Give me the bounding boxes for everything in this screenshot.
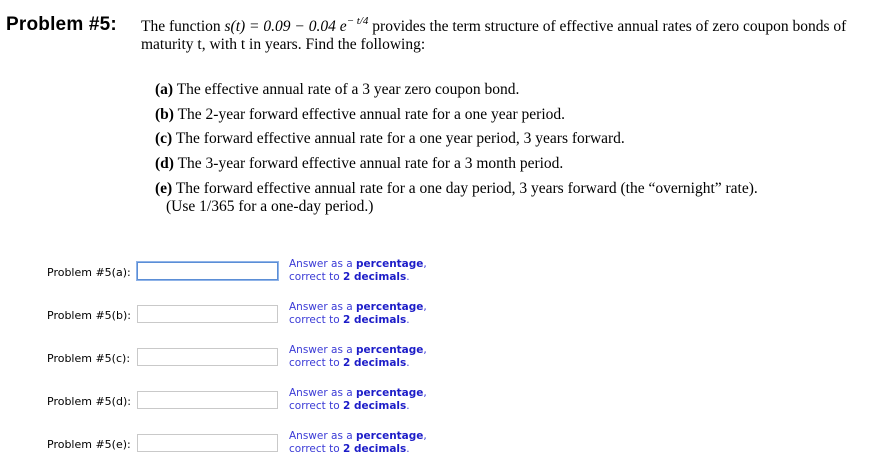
part-e: (e) The forward effective annual rate for a one day period, 3 years forward (the “overnight” rate). (Use 1/365 for a one-day period.): [155, 180, 758, 215]
intro-post: provides the term structure of effective annual rates of zero coupon bonds of maturity t, with t in years. Find the following:: [141, 18, 847, 53]
answer-input-b[interactable]: [137, 305, 278, 323]
answer-hint: Answer as a percentage, correct to 2 decimals.: [289, 258, 427, 283]
answer-label: Problem #5(b):: [47, 309, 131, 322]
problem-heading: Problem #5:: [6, 14, 117, 35]
part-b: (b) The 2-year forward effective annual rate for a one year period.: [155, 106, 565, 123]
problem-statement: [141, 14, 881, 54]
answer-input-d[interactable]: [137, 391, 278, 409]
answer-row-a: [0, 256, 885, 296]
part-c: (c) The forward effective annual rate for a one year period, 3 years forward.: [155, 130, 625, 147]
answer-hint: Answer as a percentage, correct to 2 decimals.: [289, 301, 427, 326]
answer-label: Problem #5(a):: [47, 266, 131, 279]
answer-hint: Answer as a percentage, correct to 2 decimals.: [289, 387, 427, 412]
answer-row-d: [0, 385, 885, 425]
intro-pre: The function: [141, 18, 225, 35]
answer-row-b: [0, 299, 885, 339]
answer-input-a[interactable]: [137, 262, 278, 280]
part-d: (d) The 3-year forward effective annual rate for a 3 month period.: [155, 155, 564, 172]
answer-row-e: [0, 428, 885, 468]
answer-hint: Answer as a percentage, correct to 2 decimals.: [289, 344, 427, 369]
formula: s(t) = 0.09 − 0.04 e: [224, 18, 347, 35]
answer-label: Problem #5(e):: [47, 438, 131, 451]
answer-row-c: [0, 342, 885, 382]
part-a: (a) The effective annual rate of a 3 year zero coupon bond.: [155, 81, 520, 98]
answer-label: Problem #5(c):: [47, 352, 131, 365]
answer-input-c[interactable]: [137, 348, 278, 366]
formula-exponent: − t/4: [346, 14, 369, 27]
answer-label: Problem #5(d):: [47, 395, 131, 408]
answer-hint: Answer as a percentage, correct to 2 decimals.: [289, 430, 427, 455]
answer-input-e[interactable]: [137, 434, 278, 452]
part-e-note: (Use 1/365 for a one-day period.): [166, 198, 374, 215]
